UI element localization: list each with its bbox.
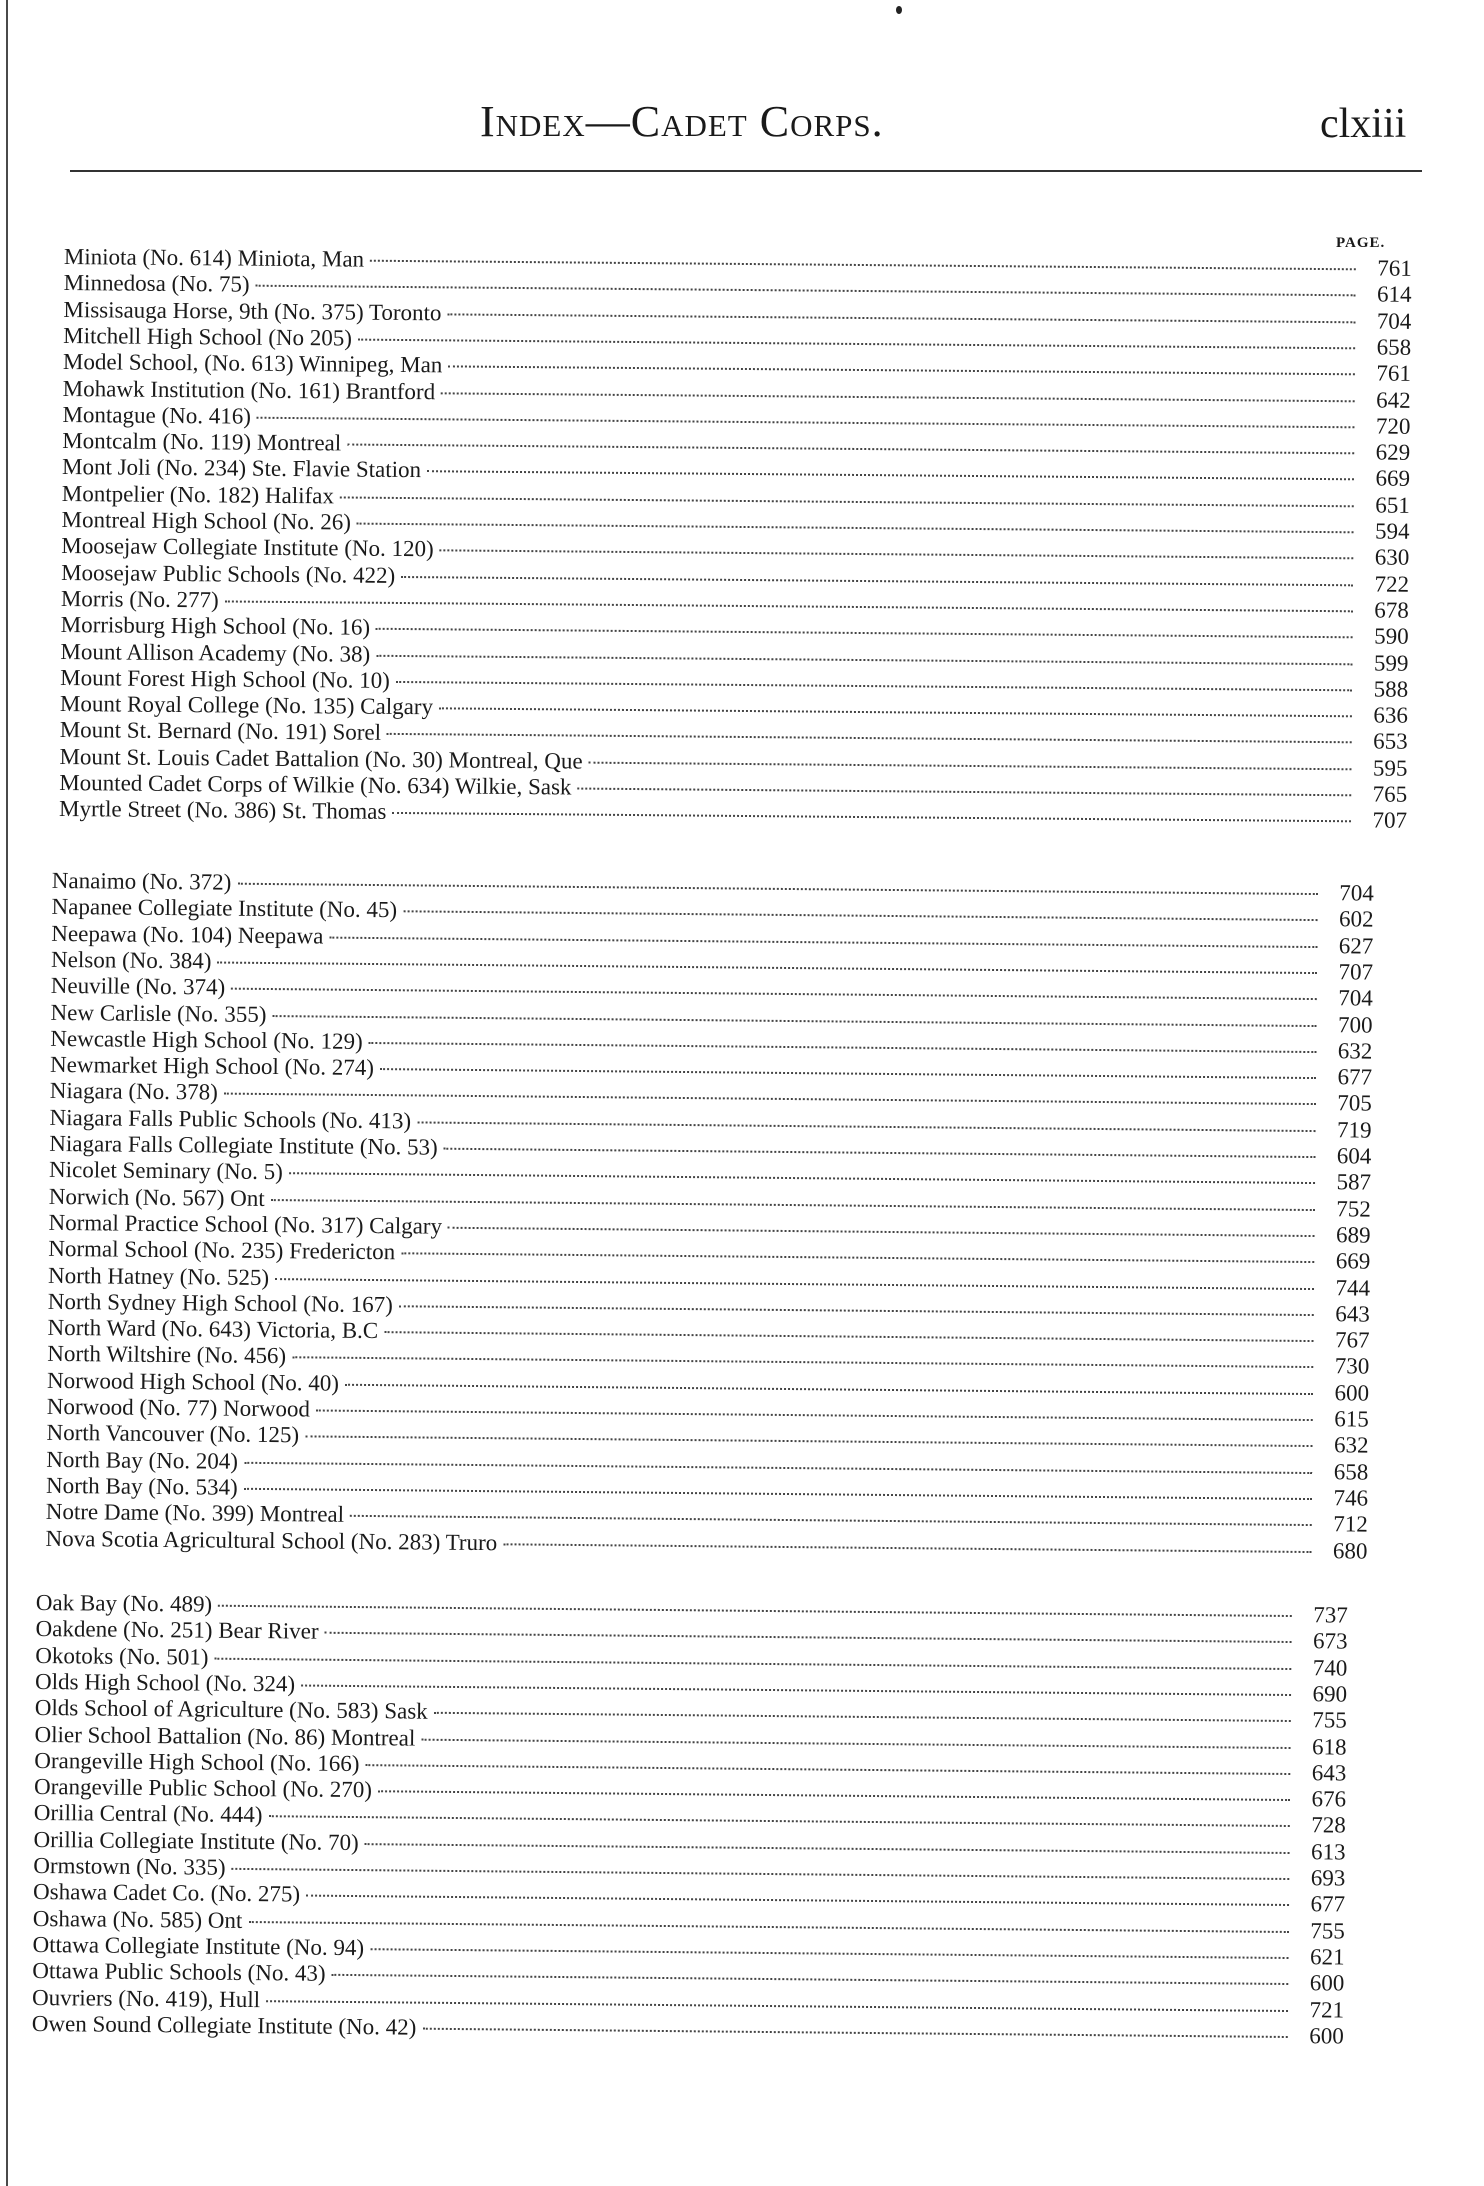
- entry-name: North Hatney (No. 525): [47, 1262, 270, 1290]
- dot-leader: [289, 1173, 1315, 1185]
- dot-leader: [232, 1868, 1290, 1880]
- entry-name: Oakdene (No. 251) Bear River: [35, 1616, 319, 1644]
- entry-name: Normal School (No. 235) Fredericton: [48, 1236, 396, 1265]
- entry-page-number: 680: [1332, 1537, 1368, 1564]
- entry-name: Model School, (No. 613) Winnipeg, Man: [62, 349, 443, 378]
- entry-name: Nicolet Seminary (No. 5): [48, 1157, 283, 1185]
- entry-name: Mount Allison Academy (No. 38): [60, 638, 371, 667]
- entry-page-number: 737: [1313, 1602, 1348, 1628]
- dot-leader: [589, 761, 1352, 770]
- dot-leader: [292, 1357, 1313, 1369]
- entry-page-number: 704: [1339, 880, 1374, 906]
- index-section-m: [0, 243, 1484, 834]
- dot-leader: [340, 496, 1354, 507]
- entry-page-number: 613: [1310, 1838, 1346, 1865]
- entry-page-number: 707: [1338, 959, 1374, 985]
- entry-name: Montpelier (No. 182) Halifax: [61, 480, 335, 509]
- entry-name: Minnedosa (No. 75): [63, 270, 250, 297]
- entry-page-number: 677: [1337, 1064, 1373, 1090]
- entry-name: Mount St. Bernard (No. 191) Sorel: [59, 717, 382, 746]
- entry-page-number: 677: [1310, 1891, 1346, 1917]
- dot-leader: [365, 1843, 1290, 1854]
- entry-name: Niagara (No. 378): [49, 1078, 218, 1105]
- page-number: clxiii: [1320, 101, 1407, 147]
- entry-page-number: 632: [1337, 1038, 1373, 1064]
- entry-name: North Sydney High School (No. 167): [47, 1288, 393, 1318]
- dot-leader: [266, 2000, 1288, 2012]
- dot-leader: [248, 1921, 1288, 1933]
- entry-page-number: 604: [1336, 1143, 1372, 1169]
- entry-name: Mitchell High School (No 205): [63, 322, 353, 351]
- entry-name: Montreal High School (No. 26): [61, 507, 352, 535]
- entry-page-number: 721: [1309, 1996, 1345, 2023]
- entry-page-number: 678: [1374, 597, 1409, 623]
- dot-leader: [272, 1015, 1316, 1027]
- entry-page-number: 629: [1375, 439, 1411, 465]
- header-rule: [70, 170, 1422, 172]
- entry-name: Oshawa Cadet Co. (No. 275): [32, 1879, 301, 1907]
- dot-leader: [268, 1816, 1289, 1828]
- entry-page-number: 587: [1336, 1169, 1372, 1195]
- entry-page-number: 705: [1337, 1090, 1372, 1116]
- entry-name: Ottawa Public Schools (No. 43): [32, 1958, 326, 1986]
- dot-leader: [214, 1657, 1291, 1669]
- entry-name: Olier School Battalion (No. 86) Montreal: [34, 1721, 416, 1751]
- dot-leader: [396, 681, 1352, 691]
- dot-leader: [237, 883, 1317, 895]
- entry-name: Mont Joli (No. 234) Ste. Flavie Station: [61, 454, 422, 483]
- entry-page-number: 728: [1311, 1812, 1346, 1838]
- entry-page-number: 673: [1312, 1628, 1348, 1654]
- dot-leader: [399, 1305, 1314, 1316]
- entry-page-number: 707: [1372, 807, 1408, 834]
- entry-name: Owen Sound Collegiate Institute (No. 42): [31, 2010, 417, 2040]
- dot-leader: [365, 1764, 1290, 1775]
- entry-name: Missisauga Horse, 9th (No. 375) Toronto: [63, 296, 442, 325]
- entry-name: North Ward (No. 643) Victoria, B.C: [47, 1314, 379, 1344]
- entry-name: Neepawa (No. 104) Neepawa: [51, 920, 324, 949]
- entry-page-number: 630: [1374, 544, 1410, 571]
- dot-leader: [401, 1252, 1314, 1263]
- entry-page-number: 658: [1333, 1458, 1369, 1485]
- dot-leader: [257, 417, 1355, 429]
- entry-page-number: 689: [1335, 1222, 1371, 1248]
- dot-leader: [316, 1409, 1313, 1421]
- dot-leader: [434, 1712, 1291, 1722]
- entry-name: Newcastle High School (No. 129): [50, 1025, 363, 1054]
- dot-leader: [301, 1684, 1291, 1696]
- entry-page-number: 636: [1373, 702, 1409, 728]
- dot-leader: [392, 812, 1351, 822]
- entry-page-number: 740: [1312, 1654, 1348, 1681]
- entry-name: Morrisburg High School (No. 16): [60, 612, 371, 640]
- entry-page-number: 767: [1334, 1327, 1370, 1353]
- dot-leader: [244, 1461, 1312, 1473]
- entry-page-number: 642: [1376, 386, 1411, 413]
- dot-leader: [244, 1488, 1312, 1500]
- entry-name: Montague (No. 416): [62, 401, 252, 429]
- entry-name: Montcalm (No. 119) Montreal: [62, 428, 342, 456]
- dot-leader: [444, 1148, 1316, 1158]
- dot-leader: [378, 1790, 1290, 1801]
- dot-leader: [345, 1383, 1313, 1394]
- entry-name: Norwich (No. 567) Ont: [48, 1183, 265, 1211]
- dot-leader: [577, 788, 1351, 797]
- entry-page-number: 618: [1311, 1733, 1347, 1760]
- dot-leader: [440, 550, 1354, 560]
- entry-page-number: 755: [1312, 1707, 1347, 1733]
- entry-page-number: 602: [1338, 906, 1374, 932]
- dot-leader: [401, 576, 1353, 586]
- entry-page-number: 643: [1335, 1301, 1370, 1327]
- dot-leader: [447, 313, 1355, 323]
- entry-name: Notre Dame (No. 399) Montreal: [45, 1499, 345, 1527]
- entry-page-number: 594: [1374, 518, 1410, 544]
- page-column-label: PAGE.: [1336, 235, 1386, 251]
- entry-page-number: 761: [1377, 255, 1412, 281]
- entry-name: Niagara Falls Collegiate Institute (No. 53): [49, 1130, 438, 1160]
- entry-page-number: 599: [1373, 649, 1409, 676]
- entry-page-number: 621: [1309, 1944, 1345, 1970]
- entry-name: Ottawa Collegiate Institute (No. 94): [32, 1931, 365, 1961]
- dot-leader: [380, 1068, 1316, 1079]
- binding-edge: [6, 0, 8, 2186]
- entry-page-number: 588: [1373, 676, 1409, 702]
- entry-name: Norwood High School (No. 40): [46, 1367, 340, 1396]
- ink-speck: [896, 6, 902, 14]
- entry-name: Mohawk Institution (No. 161) Brantford: [62, 375, 436, 404]
- entry-name: Moosejaw Collegiate Institute (No. 120): [61, 533, 434, 562]
- dot-leader: [376, 628, 1353, 639]
- entry-name: Nanaimo (No. 372): [51, 867, 232, 895]
- dot-leader: [271, 1199, 1315, 1211]
- entry-name: Oshawa (No. 585) Ont: [32, 1905, 243, 1933]
- dot-leader: [369, 1042, 1317, 1053]
- entry-page-number: 669: [1375, 465, 1411, 492]
- entry-name: Nova Scotia Agricultural School (No. 283) Truro: [45, 1525, 498, 1555]
- dot-leader: [439, 707, 1352, 717]
- entry-page-number: 693: [1310, 1865, 1346, 1891]
- entry-page-number: 590: [1374, 623, 1409, 649]
- dot-leader: [358, 338, 1355, 349]
- entry-page-number: 676: [1311, 1786, 1347, 1812]
- entry-page-number: 765: [1372, 781, 1408, 807]
- index-section-o: [0, 1589, 1484, 2049]
- dot-leader: [370, 260, 1356, 271]
- dot-leader: [427, 471, 1354, 481]
- entry-name: North Wiltshire (No. 456): [47, 1341, 287, 1369]
- entry-name: Napanee Collegiate Institute (No. 45): [51, 894, 398, 923]
- entry-name: Morris (No. 277): [60, 585, 219, 613]
- dot-leader: [441, 392, 1355, 402]
- dot-leader: [403, 911, 1317, 922]
- entry-page-number: 690: [1312, 1681, 1348, 1707]
- entry-name: Olds School of Agriculture (No. 583) Sask: [34, 1695, 428, 1724]
- entry-name: Niagara Falls Public Schools (No. 413): [49, 1104, 412, 1134]
- entry-name: Orillia Collegiate Institute (No. 70): [33, 1826, 359, 1855]
- entry-name: North Bay (No. 534): [45, 1472, 238, 1500]
- dot-leader: [350, 1515, 1312, 1526]
- entry-name: Neuville (No. 374): [50, 973, 226, 1000]
- entry-page-number: 615: [1334, 1406, 1369, 1432]
- entry-page-number: 752: [1336, 1195, 1371, 1222]
- dot-leader: [503, 1543, 1311, 1553]
- entry-page-number: 651: [1375, 492, 1410, 518]
- entry-page-number: 653: [1373, 728, 1408, 755]
- dot-leader: [384, 1331, 1313, 1342]
- dot-leader: [417, 1121, 1315, 1132]
- entry-name: North Vancouver (No. 125): [46, 1420, 300, 1448]
- entry-page-number: 704: [1376, 308, 1412, 334]
- dot-leader: [217, 961, 1317, 974]
- entry-page-number: 643: [1311, 1760, 1347, 1786]
- entry-page-number: 744: [1335, 1274, 1371, 1301]
- entry-page-number: 600: [1334, 1379, 1370, 1406]
- entry-name: Olds High School (No. 324): [35, 1668, 296, 1697]
- index-section-n: [0, 867, 1484, 1564]
- entry-name: Mount St. Louis Cadet Battalion (No. 30) Montreal, Que: [59, 743, 583, 774]
- entry-page-number: 704: [1338, 985, 1373, 1011]
- dot-leader: [224, 1093, 1316, 1105]
- entry-name: Oak Bay (No. 489): [35, 1589, 213, 1617]
- entry-page-number: 722: [1374, 571, 1410, 597]
- entry-page-number: 614: [1377, 281, 1412, 308]
- entry-name: Nelson (No. 384): [51, 946, 212, 974]
- dot-leader: [357, 523, 1354, 534]
- entry-page-number: 658: [1376, 334, 1412, 360]
- entry-page-number: 719: [1336, 1116, 1372, 1143]
- entry-name: Myrtle Street (No. 386) St. Thomas: [58, 796, 387, 825]
- entry-page-number: 600: [1309, 2023, 1344, 2049]
- entry-page-number: 700: [1337, 1011, 1373, 1038]
- dot-leader: [448, 1227, 1315, 1237]
- entry-page-number: 755: [1310, 1917, 1345, 1944]
- entry-name: Norwood (No. 77) Norwood: [46, 1393, 311, 1422]
- entry-name: Orangeville Public School (No. 270): [33, 1774, 373, 1803]
- entry-name: Newmarket High School (No. 274): [49, 1052, 375, 1081]
- dot-leader: [305, 1436, 1312, 1448]
- dot-leader: [422, 2027, 1287, 2037]
- entry-name: Miniota (No. 614) Miniota, Man: [63, 244, 365, 272]
- dot-leader: [376, 654, 1352, 665]
- entry-name: Orillia Central (No. 444): [33, 1800, 263, 1828]
- entry-page-number: 632: [1333, 1432, 1369, 1458]
- dot-leader: [256, 285, 1356, 297]
- entry-name: Normal Practice School (No. 317) Calgary: [48, 1209, 443, 1239]
- dot-leader: [225, 600, 1353, 612]
- dot-leader: [329, 936, 1317, 947]
- entry-page-number: 746: [1333, 1485, 1369, 1511]
- dot-leader: [218, 1605, 1292, 1617]
- entry-page-number: 730: [1334, 1353, 1370, 1379]
- entry-page-number: 720: [1375, 413, 1411, 439]
- dot-leader: [332, 1974, 1289, 1985]
- entry-name: Mount Royal College (No. 135) Calgary: [59, 691, 434, 720]
- dot-leader: [325, 1632, 1292, 1643]
- dot-leader: [370, 1948, 1288, 1959]
- running-head: Index—Cadet Corps.: [480, 97, 884, 146]
- entry-page-number: 600: [1309, 1970, 1345, 1996]
- dot-leader: [231, 988, 1317, 1000]
- dot-leader: [421, 1738, 1290, 1748]
- entry-name: Ouvriers (No. 419), Hull: [31, 1984, 261, 2012]
- entry-page-number: 627: [1338, 932, 1374, 959]
- dot-leader: [275, 1278, 1314, 1290]
- entry-name: North Bay (No. 204): [46, 1446, 239, 1474]
- entry-name: New Carlisle (No. 355): [50, 999, 267, 1027]
- entry-page-number: 712: [1333, 1511, 1368, 1537]
- entry-name: Ormstown (No. 335): [33, 1852, 226, 1880]
- entry-name: Moosejaw Public Schools (No. 422): [61, 559, 396, 588]
- dot-leader: [347, 444, 1354, 455]
- entry-name: Okotoks (No. 501): [35, 1642, 209, 1670]
- entry-page-number: 595: [1372, 755, 1408, 781]
- entry-name: Mount Forest High School (No. 10): [60, 664, 390, 693]
- entry-name: Mounted Cadet Corps of Wilkie (No. 634) Wilkie, Sask: [59, 770, 572, 800]
- dot-leader: [448, 366, 1355, 376]
- dot-leader: [306, 1895, 1289, 1906]
- entry-page-number: 669: [1335, 1248, 1371, 1274]
- entry-page-number: 761: [1376, 360, 1412, 386]
- entry-name: Orangeville High School (No. 166): [34, 1747, 360, 1776]
- dot-leader: [387, 733, 1352, 743]
